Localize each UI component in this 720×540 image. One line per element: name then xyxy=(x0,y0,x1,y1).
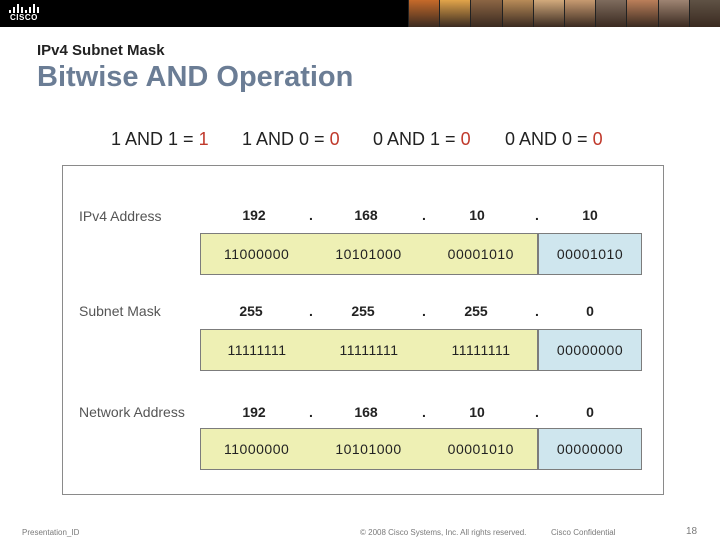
binary-octet: 00001010 xyxy=(447,246,514,262)
binary-octet: 11111111 xyxy=(227,342,287,358)
octet-separator: . xyxy=(422,207,426,223)
binary-octet: 00000000 xyxy=(556,342,624,358)
host-binary-box xyxy=(538,428,642,470)
truth-result: 0 xyxy=(329,129,340,149)
truth-item xyxy=(242,129,340,150)
photo-tile xyxy=(533,0,564,27)
truth-expr: 0 AND 0 = xyxy=(505,129,593,149)
binary-octet: 10101000 xyxy=(335,441,402,457)
binary-octet: 00000000 xyxy=(556,441,624,457)
octet-value: 168 xyxy=(354,404,378,420)
octet-value: 0 xyxy=(586,404,594,420)
slide-title: Bitwise AND Operation xyxy=(37,61,354,93)
binary-octet: 11000000 xyxy=(224,441,290,457)
binary-octet: 00001010 xyxy=(556,246,624,262)
photo-tile xyxy=(658,0,689,27)
binary-octet: 10101000 xyxy=(335,246,402,262)
photo-strip xyxy=(408,0,720,27)
network-binary-box xyxy=(200,329,538,371)
octet-value: 0 xyxy=(586,303,594,319)
truth-result: 0 xyxy=(460,129,471,149)
truth-expr: 1 AND 0 = xyxy=(242,129,330,149)
binary-octet: 11111111 xyxy=(339,342,399,358)
photo-tile xyxy=(502,0,533,27)
photo-tile xyxy=(595,0,626,27)
binary-octet: 00001010 xyxy=(447,441,514,457)
octet-separator: . xyxy=(535,404,539,420)
row-label-network-address: Network Address xyxy=(79,404,185,420)
footer-page-number: 18 xyxy=(686,526,698,537)
network-binary-box xyxy=(200,233,538,275)
binary-octet: 11000000 xyxy=(224,246,290,262)
octet-separator: . xyxy=(309,303,313,319)
photo-tile xyxy=(470,0,501,27)
octet-value: 255 xyxy=(351,303,375,319)
footer-presentation-id: Presentation_ID xyxy=(22,528,80,537)
cisco-logo xyxy=(9,3,43,23)
host-binary-box xyxy=(538,233,642,275)
octet-value: 192 xyxy=(242,404,266,420)
row-label-ipv4-address: IPv4 Address xyxy=(79,208,162,224)
photo-tile xyxy=(626,0,657,27)
octet-value: 10 xyxy=(469,207,485,223)
photo-tile xyxy=(408,0,439,27)
photo-tile xyxy=(689,0,720,27)
truth-item xyxy=(373,129,471,150)
truth-expr: 0 AND 1 = xyxy=(373,129,461,149)
octet-separator: . xyxy=(309,404,313,420)
octet-separator: . xyxy=(422,404,426,420)
photo-tile xyxy=(564,0,595,27)
truth-item xyxy=(505,129,603,150)
octet-separator: . xyxy=(309,207,313,223)
footer-confidential: Cisco Confidential xyxy=(551,528,616,537)
footer-copyright: © 2008 Cisco Systems, Inc. All rights reserved. xyxy=(360,528,527,537)
host-binary-box xyxy=(538,329,642,371)
binary-octet: 11111111 xyxy=(451,342,511,358)
octet-value: 255 xyxy=(464,303,488,319)
truth-result: 1 xyxy=(198,129,209,149)
truth-item xyxy=(111,129,209,150)
octet-value: 10 xyxy=(582,207,598,223)
octet-value: 168 xyxy=(354,207,378,223)
truth-expr: 1 AND 1 = xyxy=(111,129,199,149)
truth-result: 0 xyxy=(592,129,603,149)
octet-separator: . xyxy=(535,303,539,319)
slide-subtitle: IPv4 Subnet Mask xyxy=(37,42,165,59)
top-bar xyxy=(0,0,720,27)
cisco-logo-bars-icon xyxy=(9,3,41,13)
octet-value: 255 xyxy=(239,303,263,319)
network-binary-box xyxy=(200,428,538,470)
photo-tile xyxy=(439,0,470,27)
octet-value: 10 xyxy=(469,404,485,420)
cisco-logo-text: CISCO xyxy=(10,13,38,22)
octet-separator: . xyxy=(422,303,426,319)
row-label-subnet-mask: Subnet Mask xyxy=(79,303,161,319)
octet-separator: . xyxy=(535,207,539,223)
octet-value: 192 xyxy=(242,207,266,223)
